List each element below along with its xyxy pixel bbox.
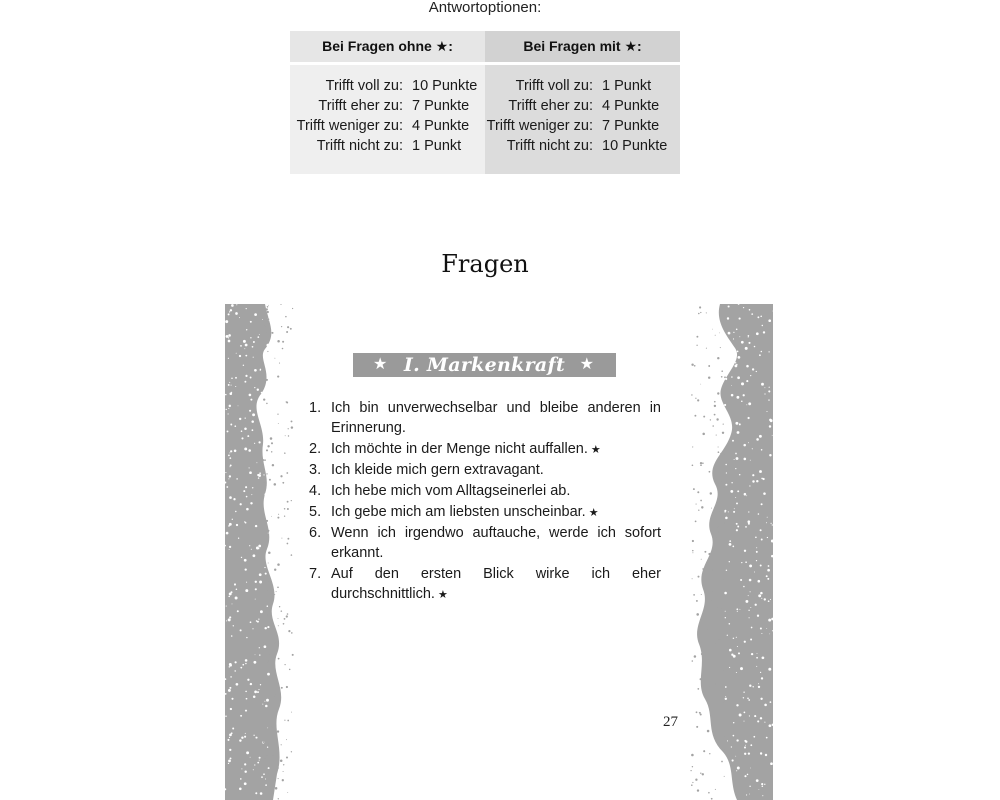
chapter-title: I. Markenkraft	[403, 354, 566, 376]
question-number: 6.	[309, 525, 322, 541]
column-header: Bei Fragen mit ★:	[485, 31, 680, 65]
option-points: 10 Punkte	[412, 78, 478, 94]
option-row	[485, 76, 680, 96]
star-icon: ★	[373, 356, 388, 373]
question-text: Ich bin unverwechselbar und bleibe anderen in Erinnerung.	[331, 400, 661, 436]
option-row	[485, 96, 680, 116]
option-points: 4 Punkte	[602, 98, 660, 114]
star-icon: ★	[590, 444, 601, 456]
option-label: Trifft eher zu:	[508, 98, 593, 114]
option-points: 1 Punkt	[412, 138, 462, 154]
option-label: Trifft weniger zu:	[486, 118, 593, 134]
question-text: Auf den ersten Blick wirke ich eher durchschnittlich.	[331, 566, 661, 602]
option-label: Trifft nicht zu:	[316, 138, 403, 154]
option-label: Trifft voll zu:	[325, 78, 403, 94]
question-item	[309, 502, 661, 523]
option-points: 7 Punkte	[602, 118, 660, 134]
question-item	[309, 481, 661, 502]
question-item	[309, 460, 661, 481]
question-number: 1.	[309, 400, 322, 416]
option-row	[290, 136, 485, 156]
question-text: Ich möchte in der Menge nicht auffallen.	[331, 441, 588, 457]
question-item	[309, 523, 661, 564]
answer-options-table	[290, 31, 680, 174]
question-item	[309, 398, 661, 439]
option-row	[485, 116, 680, 136]
question-item	[309, 564, 661, 605]
question-number: 2.	[309, 441, 322, 457]
question-text: Ich gebe mich am liebsten unscheinbar.	[331, 504, 586, 520]
question-list	[309, 398, 661, 605]
chapter-banner	[353, 353, 616, 377]
options-column-with-star	[485, 31, 680, 174]
question-item	[309, 439, 661, 460]
option-row	[290, 116, 485, 136]
answer-options-caption: Antwortoptionen:	[428, 0, 542, 16]
option-row	[290, 96, 485, 116]
question-number: 7.	[309, 566, 322, 582]
star-icon: ★	[579, 356, 594, 373]
section-heading: Fragen	[441, 250, 529, 278]
option-row	[290, 76, 485, 96]
option-label: Trifft nicht zu:	[506, 138, 593, 154]
option-label: Trifft eher zu:	[318, 98, 403, 114]
question-text: Ich kleide mich gern extravagant.	[331, 462, 544, 478]
question-text: Wenn ich irgendwo auftauche, werde ich sofort erkannt.	[331, 525, 661, 561]
question-text: Ich hebe mich vom Alltagseinerlei ab.	[331, 483, 571, 499]
option-points: 10 Punkte	[602, 138, 668, 154]
question-number: 5.	[309, 504, 322, 520]
option-label: Trifft weniger zu:	[296, 118, 403, 134]
question-number: 4.	[309, 483, 322, 499]
options-column-without-star	[290, 31, 485, 174]
star-icon: ★	[437, 589, 448, 601]
star-icon: ★	[588, 507, 599, 519]
option-points: 1 Punkt	[602, 78, 652, 94]
column-header: Bei Fragen ohne ★:	[290, 31, 485, 65]
question-number: 3.	[309, 462, 322, 478]
option-points: 7 Punkte	[412, 98, 470, 114]
option-label: Trifft voll zu:	[515, 78, 593, 94]
page-number: 27	[663, 714, 678, 730]
option-row	[485, 136, 680, 156]
option-points: 4 Punkte	[412, 118, 470, 134]
book-page	[225, 304, 773, 800]
